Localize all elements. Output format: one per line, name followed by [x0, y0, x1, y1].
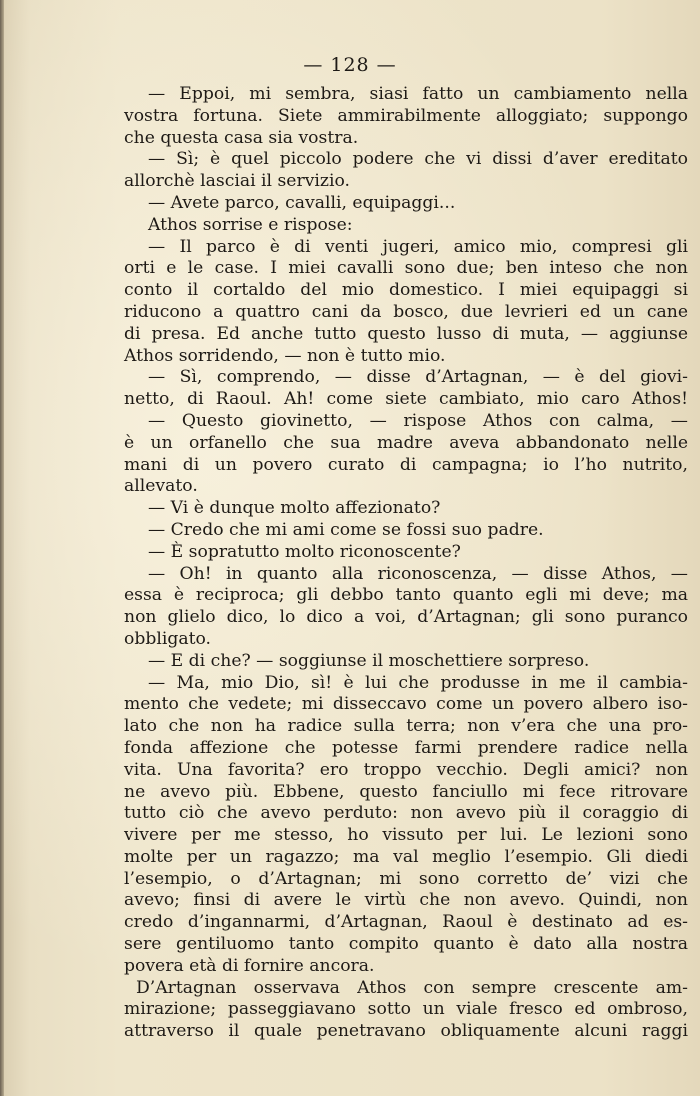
text-line: — Questo giovinetto, — rispose Athos con calma, —	[148, 410, 688, 431]
text-line: essa è reciproca; gli debbo tanto quanto egli mi deve; ma	[124, 585, 688, 606]
page-number: — 128 —	[303, 54, 397, 76]
text-line: — Sì, comprendo, — disse d’Artagnan, — è del giovi-	[148, 367, 688, 388]
text-line: — È sopratutto molto riconoscente?	[148, 541, 461, 562]
text-line: — Eppoi, mi sembra, siasi fatto un cambiamento nella	[148, 84, 688, 104]
text-line: ne avevo più. Ebbene, questo fanciullo mi fece ritrovare	[124, 781, 688, 802]
text-line: tutto ciò che avevo perduto: non avevo più il coraggio di	[124, 803, 688, 824]
text-line: allorchè lasciai il servizio.	[124, 171, 350, 192]
text-line: di presa. Ed anche tutto questo lusso di muta, — aggiunse	[124, 323, 688, 344]
text-line: netto, di Raoul. Ah! come siete cambiato, mio caro Athos!	[124, 389, 688, 410]
text-line: lato che non ha radice sulla terra; non v’era che una pro-	[124, 716, 688, 737]
text-line: — Credo che mi ami come se fossi suo padre.	[148, 519, 544, 540]
text-line: vostra fortuna. Siete ammirabilmente alloggiato; suppongo	[124, 105, 688, 126]
text-line: che questa casa sia vostra.	[124, 127, 359, 148]
text-line: attraverso il quale penetravano obliquamente alcuni raggi	[124, 1021, 688, 1042]
text-line: Athos sorrise e rispose:	[148, 214, 353, 235]
text-line: — Vi è dunque molto affezionato?	[148, 498, 441, 519]
text-line: mento che vedete; mi disseccavo come un povero albero iso-	[124, 694, 688, 715]
text-line: — E di che? — soggiunse il moschettiere sorpreso.	[148, 650, 590, 671]
text-line: — Avete parco, cavalli, equipaggi...	[148, 192, 456, 213]
text-line: credo d’ingannarmi, d’Artagnan, Raoul è destinato ad es-	[124, 912, 688, 933]
text-line: mani di un povero curato di campagna; io l’ho nutrito,	[124, 454, 688, 475]
text-line: fonda affezione che potesse farmi prendere radice nella	[124, 737, 688, 758]
text-line: povera età di fornire ancora.	[124, 955, 375, 976]
text-line: riducono a quattro cani da bosco, due levrieri ed un cane	[124, 301, 688, 322]
text-line: — Ma, mio Dio, sì! è lui che produsse in me il cambia-	[148, 672, 688, 693]
text-line: avevo; finsi di avere le virtù che non avevo. Quindi, non	[124, 890, 688, 911]
text-line: Athos sorridendo, — non è tutto mio.	[124, 345, 446, 366]
body-text	[124, 84, 688, 1043]
text-line: — Sì; è quel piccolo podere che vi dissi d’aver ereditato	[148, 149, 688, 170]
text-line: l’esempio, o d’Artagnan; mi sono corretto de’ vizi che	[124, 868, 688, 889]
text-line: conto il cortaldo del mio domestico. I miei equipaggi si	[124, 280, 688, 301]
text-line: non glielo dico, lo dico a voi, d’Artagnan; gli sono puranco	[124, 607, 688, 628]
text-line: mirazione; passeggiavano sotto un viale fresco ed ombroso,	[124, 999, 688, 1020]
text-line: obbligato.	[124, 628, 212, 649]
text-line: molte per un ragazzo; ma val meglio l’esempio. Gli diedi	[124, 846, 688, 867]
text-line: — Il parco è di venti jugeri, amico mio, compresi gli	[148, 236, 688, 257]
text-line: vivere per me stesso, ho vissuto per lui. Le lezioni sono	[124, 825, 688, 846]
text-line: — Oh! in quanto alla riconoscenza, — disse Athos, —	[148, 563, 688, 584]
text-line: vita. Una favorita? ero troppo vecchio. Degli amici? non	[124, 759, 688, 780]
text-line: orti e le case. I miei cavalli sono due; ben inteso che non	[124, 258, 688, 279]
page-binding-edge	[0, 0, 4, 1096]
text-line: allevato.	[124, 476, 198, 497]
text-line: D’Artagnan osservava Athos con sempre crescente am-	[136, 977, 688, 998]
text-line: sere gentiluomo tanto compito quanto è dato alla nostra	[124, 934, 688, 955]
text-line: è un orfanello che sua madre aveva abbandonato nelle	[124, 432, 688, 453]
